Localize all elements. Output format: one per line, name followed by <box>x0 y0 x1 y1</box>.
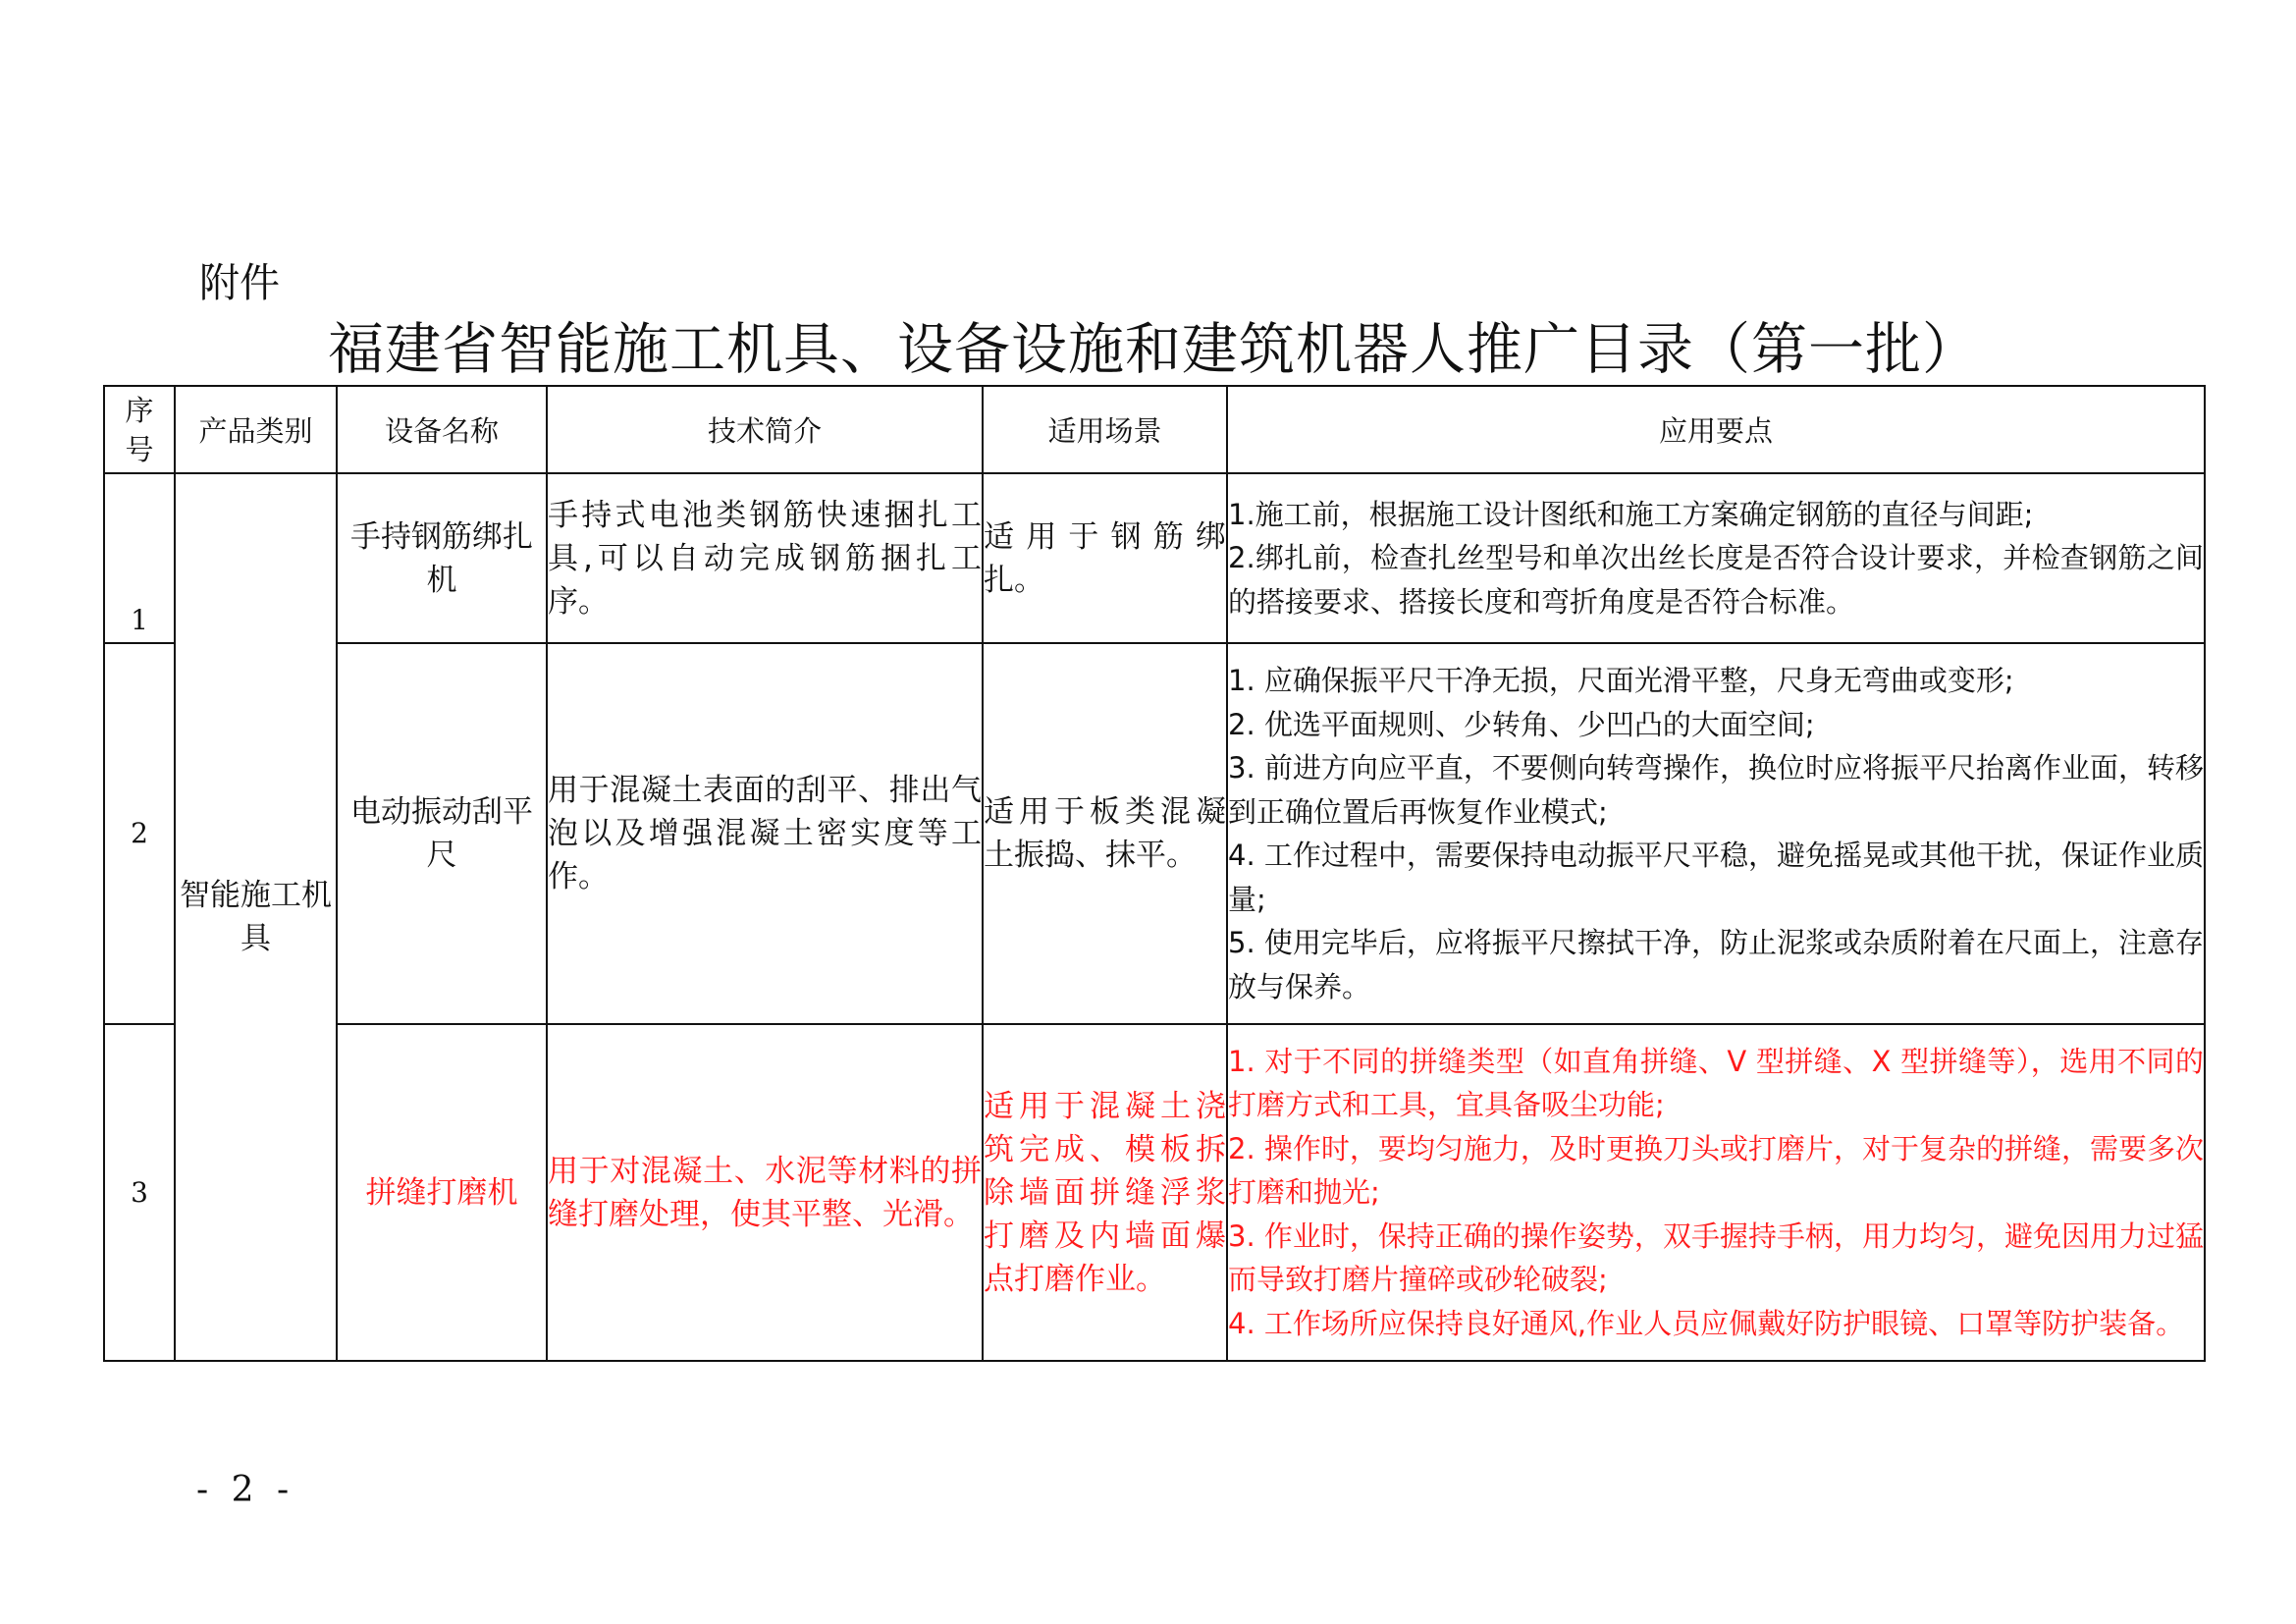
header-seq <box>104 386 175 473</box>
row-name: 拼缝打磨机 <box>337 1024 547 1361</box>
row-intro: 用于对混凝土、水泥等材料的拼缝打磨处理，使其平整、光滑。 <box>547 1024 983 1361</box>
header-scene: 适用场景 <box>983 386 1227 473</box>
point-item: 1. 对于不同的拼缝类型（如直角拼缝、V 型拼缝、X 型拼缝等），选用不同的打磨方式和工具，宜具备吸尘功能; <box>1228 1044 2204 1122</box>
header-points: 应用要点 <box>1227 386 2205 473</box>
row-scene: 适用于板类混凝土振捣、抹平。 <box>983 643 1227 1024</box>
row-seq: 3 <box>104 1024 175 1361</box>
row-seq: 2 <box>104 643 175 1024</box>
point-item: 2. 优选平面规则、少转角、少凹凸的大面空间; <box>1228 707 1815 741</box>
page-title: 福建省智能施工机具、设备设施和建筑机器人推广目录（第一批） <box>328 317 1979 382</box>
row-scene: 适用于混凝土浇筑完成、模板拆除墙面拼缝浮浆打磨及内墙面爆点打磨作业。 <box>983 1024 1227 1361</box>
header-name: 设备名称 <box>337 386 547 473</box>
point-item: 5. 使用完毕后，应将振平尺擦拭干净，防止泥浆或杂质附着在尺面上，注意存放与保养。 <box>1228 926 2204 1003</box>
attachment-label: 附件 <box>199 259 280 306</box>
header-category: 产品类别 <box>175 386 337 473</box>
point-item: 2. 操作时，要均匀施力，及时更换刀头或打磨片，对于复杂的拼缝，需要多次打磨和抛光; <box>1228 1131 2204 1210</box>
row-name: 电动振动刮平尺 <box>337 643 547 1024</box>
row-name: 手持钢筋绑扎机 <box>337 473 547 643</box>
row-scene: 适用于钢筋绑扎。 <box>983 473 1227 643</box>
point-item: 2.绑扎前，检查扎丝型号和单次出丝长度是否符合设计要求，并检查钢筋之间的搭接要求、搭接长度和弯折角度是否符合标准。 <box>1228 541 2204 619</box>
point-item: 1.施工前，根据施工设计图纸和施工方案确定钢筋的直径与间距; <box>1228 497 2034 531</box>
point-item: 3. 作业时，保持正确的操作姿势，双手握持手柄，用力均匀，避免因用力过猛而导致打磨片撞碎或砂轮破裂; <box>1228 1218 2204 1297</box>
page-number: - 2 - <box>196 1470 295 1510</box>
header-seq-line1: 序 <box>125 393 154 427</box>
row-points <box>1227 643 2205 1024</box>
catalog-table <box>103 385 2206 1362</box>
header-intro: 技术简介 <box>547 386 983 473</box>
row-intro: 手持式电池类钢筋快速捆扎工具,可以自动完成钢筋捆扎工序。 <box>547 473 983 643</box>
table-row <box>104 643 2205 1024</box>
row-points <box>1227 1024 2205 1361</box>
category-cell: 智能施工机具 <box>175 473 337 1361</box>
point-item: 4. 工作过程中，需要保持电动振平尺平稳，避免摇晃或其他干扰，保证作业质量; <box>1228 839 2204 916</box>
point-item: 4. 工作场所应保持良好通风,作业人员应佩戴好防护眼镜、口罩等防护装备。 <box>1228 1306 2185 1340</box>
row-intro: 用于混凝土表面的刮平、排出气泡以及增强混凝土密实度等工作。 <box>547 643 983 1024</box>
point-item: 3. 前进方向应平直，不要侧向转弯操作，换位时应将振平尺抬离作业面，转移到正确位置后再恢复作业模式; <box>1228 751 2204 829</box>
header-seq-line2: 号 <box>125 432 154 466</box>
table-row <box>104 473 2205 643</box>
table-header-row <box>104 386 2205 473</box>
row-points <box>1227 473 2205 643</box>
table-row <box>104 1024 2205 1361</box>
point-item: 1. 应确保振平尺干净无损，尺面光滑平整，尺身无弯曲或变形; <box>1228 664 2014 697</box>
row-seq: 1 <box>104 473 175 643</box>
